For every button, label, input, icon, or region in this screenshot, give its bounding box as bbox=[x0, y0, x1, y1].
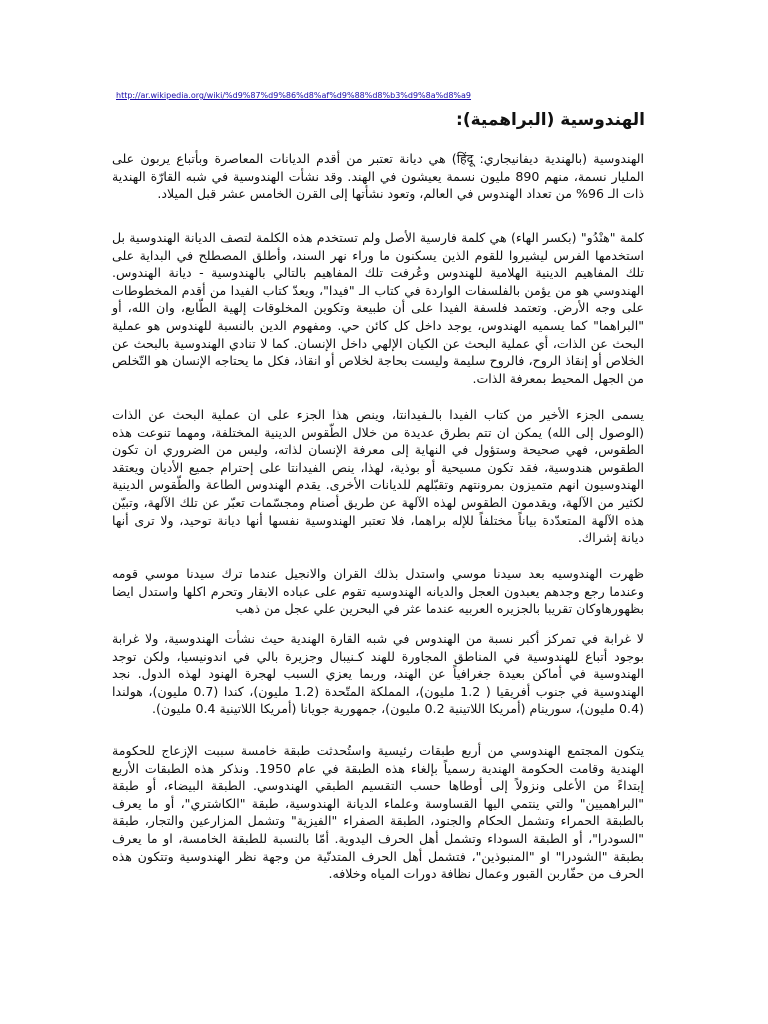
paragraph-vedanta bbox=[112, 406, 644, 547]
paragraph-text: كلمة "هنْدُو" (بكسر الهاء) هي كلمة فارسية الأصل ولم تستخدم هذه الكلمة لتصف الديانة الهندوسية بل استخدمها الفرس ليشيروا للقوم الذين يسكنون ما وراء نهر السند، وأطلق المصطلح في البداية على تلك المفاهيم الدينية الهلامية للهندوس وعُرفت تلك المفاهيم بالتالي بالهندوسية - ديانة الهندوس. الهندوسي هو من يؤمن بالفلسفات الواردة في كتاب الـ "فيدا"، ويعدّ كتاب الفيدا من أقدم المخطوطات على وجه الأرض. وتعتمد فلسفة الفيدا على أن طبيعة وتكوين المخلوقات إلهية الطّابع، وان الله، أو "البراهما" كما يسميه الهندوس، يوجد داخل كل كائن حي. ومفهوم الدين بالنسبة للهندوس هو عملية البحث عن الذات، أي عملية البحث عن الكيان الإلهي داخل الإنسان. كما لا تنادي الهندوسية بالبحث عن الخلاص أو إنقاذ الروح، فالروح سليمة وليست بحاجة لخلاص أو انقاذ، فكل ما يحتاجه الإنسان هو التّخلص من الجهل المحيط بمعرفة الذات. bbox=[112, 230, 644, 386]
paragraph-text: يتكون المجتمع الهندوسي من أربع طبقات رئيسية واستُحدثت طبقة خامسة سببت الإزعاج للحكومة الهندية وقامت الحكومة الهندية رسمياً بإلغاء هذه الطبقة في عام 1950. ونذكر هذه الطبقات الأربع إبتداءً من الأعلى ونزولاً إلى أوطاها حسب التقسيم الطبقي الهندوسي. الطبقة البيضاء، أو طبقة "البراهميين" والتي ينتمي اليها القساوسة وعلماء الديانة الهندوسية، طبقة "الكاشتري"، أو ما يعرف بالطبقة الحمراء وتشمل الحكام والجنود، الطبقة الصفراء "الفيزية" وتشمل المزارعين والتجار، طبقة "السودرا"، أو الطبقة السوداء وتشمل أهل الحرف اليدوية. أمّا بالنسبة للطبقة الخامسة، او ما يعرف بطبقة "الشودرا" او "المنبوذين"، فتشمل أهل الحرف المتدنّية من وجهة نظر الهندوسية وتتكون هذه الحرف من حفّاربن القبور وعمال نظافة دورات المياه وخلافه. bbox=[112, 743, 645, 882]
paragraph-geography bbox=[112, 630, 644, 718]
paragraph-text: يسمى الجزء الأخير من كتاب الفيدا بالـفيدانتا، وينص هذا الجزء على ان عملية البحث عن الذات (الوصول إلى الله) يمكن ان تتم بطرق عديدة من خلال الطّقوس الدينية المختلفة، ومهما تنوعت هذه الطقوس، فهي صحيحة وستؤول في النهاية إلى معرفة الإنسان لذاته، وليس من الضروري ان تكون الطقوس هندوسية، فقد تكون مسيحية أو بوذية، لهذا، ينص الفيدانتا على إحترام جميع الأديان ويعتقد الهندوسيون انهم متميزون بمرونتهم وتقبّلهم للديانات الأخرى. يقدم الهندوس الطاعة والطّقوس الدينية لكثير من الآلهة، ويقدمون الطقوس لهذه الآلهة عن طريق أصنام ومجسّمات تعبّر عن تلك الآلهة، وتبيّن هذه الآلهة المتعدّدة بياناً مختلفاً للإله براهما، فلا تعتبر الهندوسية نفسها أنها ديانة توحيد، ولا ترى أنها ديانة إشراك. bbox=[112, 407, 644, 546]
page-title: الهندوسية (البراهمية): bbox=[456, 110, 645, 130]
paragraph-origin bbox=[112, 565, 644, 618]
paragraph-text: لا غرابة في تمركز أكبر نسبة من الهندوس في شبه القارة الهندية حيث نشأت الهندوسية، ولا غرابة بوجود أتباع للهندوسية في المناطق المجاورة للهند كـنيبال وجزيرة بالي في اندونيسيا، ولكن توجد الهندوسية في أماكن بعيدة جغرافياً عن الهند، وربما يعزي السبب لهجرة الهنود لهذه الدول. نجد الهندوسية في جنوب أفريقيا ( 1.2 مليون)، المملكة المتّحدة (1.2 مليون)، كندا (0.7 مليون)، هولندا (0.4 مليون)، سورينام (أمريكا اللاتينية 0.2 مليون)، جمهورية جويانا (أمريكا اللاتينية 0.4 مليون). bbox=[112, 631, 644, 717]
paragraph-intro bbox=[112, 150, 644, 203]
paragraph-castes bbox=[112, 742, 644, 883]
paragraph-etymology bbox=[112, 229, 644, 387]
source-url-link[interactable]: http://ar.wikipedia.org/wiki/%d9%87%d9%86%d8%af%d9%88%d8%b3%d9%8a%d8%a9 bbox=[116, 91, 472, 100]
paragraph-text: ظهرت الهندوسيه بعد سيدنا موسي واستدل بذلك القران والانجيل عندما ترك سيدنا موسي قومه وعندما رجع وجدهم يعبدون العجل والديانه الهندوسيه تقوم على عباده الابقار وتحرم اكلها واستدل ايضا بظهورهاوكان تقريبا بالجزيره العربيه عندما عثر في البحرين علي عجل من ذهب bbox=[112, 566, 644, 617]
paragraph-text: الهندوسية (بالهندية ديفانيجاري: हिंदू) هي ديانة تعتبر من أقدم الديانات المعاصرة وبأتباع يربون على المليار نسمة، منهم 890 مليون نسمة يعيشون في الهند. وقد نشأت الهندوسية في شبه القارّة الهندية ذات الـ 96% من تعداد الهندوس في العالم، وتعود نشأتها إلى القرن الخامس عشر قبل الميلاد. bbox=[112, 151, 644, 202]
